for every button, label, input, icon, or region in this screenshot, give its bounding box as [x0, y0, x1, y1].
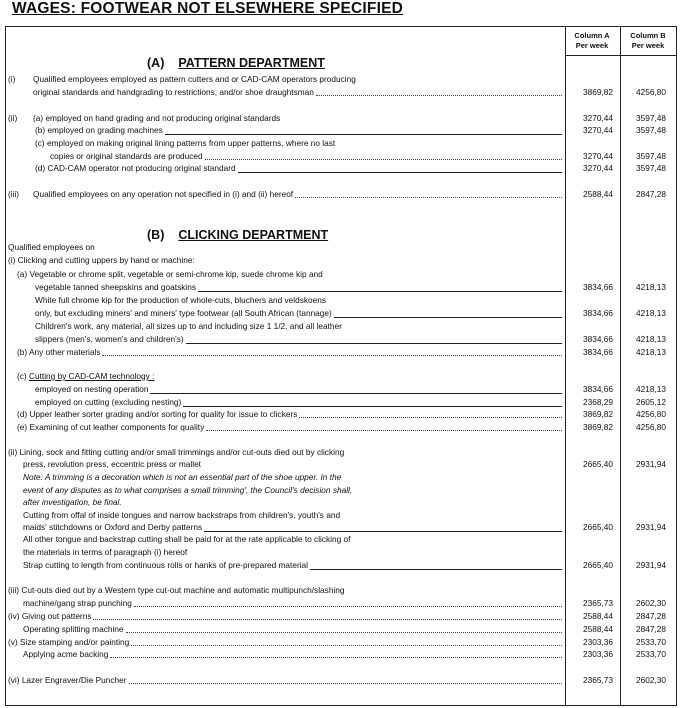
row-description: copies or original standards are produced	[50, 151, 203, 161]
table-row	[0, 396, 682, 408]
table-row	[0, 446, 682, 458]
table-row	[0, 370, 682, 382]
row-leader	[238, 162, 562, 173]
row-description: Operating splitting machine	[23, 624, 124, 634]
row-description: (d) CAD-CAM operator not producing original standard	[35, 163, 236, 173]
row-description: (c) employed on making original lining patterns from upper patterns, where no last	[35, 138, 336, 148]
column-a-header-line2: Per week	[575, 41, 609, 50]
section-b-heading	[147, 228, 328, 242]
table-row	[0, 307, 682, 319]
table-row	[0, 559, 682, 571]
column-a-value: 3834,66	[583, 282, 613, 292]
table-row	[0, 73, 682, 85]
row-description: (d) Upper leather sorter grading and/or sorting for quality for issue to clickers	[17, 409, 298, 419]
table-row	[0, 648, 682, 660]
row-leader	[299, 408, 562, 418]
row-leader	[131, 636, 562, 646]
row-leader	[310, 559, 562, 570]
row-description: event of any disputes as to what comprises a small trimming', the Council's decision shall,	[23, 485, 353, 495]
section-a-label: (A)	[147, 56, 165, 70]
row-description: Qualified employees employed as pattern cutters and or CAD-CAM operators producing	[33, 74, 356, 84]
column-b-value: 3597,48	[636, 151, 666, 161]
column-b-header	[623, 31, 673, 51]
row-leader	[126, 623, 562, 633]
column-a-value: 2368,29	[583, 397, 613, 407]
column-b-value: 2533,70	[636, 637, 666, 647]
column-b-value: 2602,30	[636, 598, 666, 608]
row-description: (e) Examining of cut leather components for quality	[17, 422, 205, 432]
row-description: Strap cutting to length from continuous rolls or hanks of pre-prepared material	[23, 560, 309, 570]
table-row	[0, 320, 682, 332]
row-leader	[334, 307, 562, 318]
row-leader	[93, 610, 562, 620]
section-b-name: CLICKING DEPARTMENT	[178, 228, 329, 242]
column-a-value: 3270,44	[583, 113, 613, 123]
table-row	[0, 533, 682, 545]
column-b-value: 3597,48	[636, 113, 666, 123]
row-description: (i) Clicking and cutting uppers by hand or machine:	[8, 255, 195, 265]
column-a-value: 2365,73	[583, 675, 613, 685]
header-rule	[565, 55, 677, 56]
column-a-value: 2665,40	[583, 560, 613, 570]
column-b-value: 4218,13	[636, 347, 666, 357]
table-row	[0, 674, 682, 686]
column-a-value: 3270,44	[583, 163, 613, 173]
column-b-header-line1: Column B	[630, 31, 666, 40]
row-description: slippers (men's, women's and children's)	[35, 334, 184, 344]
table-row	[0, 281, 682, 293]
row-description: (b) employed on grading machines	[35, 125, 163, 135]
column-a-header	[567, 31, 617, 51]
table-row	[0, 421, 682, 433]
row-description: employed on nesting operation	[35, 384, 149, 394]
column-b-value: 2931,94	[636, 459, 666, 469]
column-b-value: 4256,80	[636, 409, 666, 419]
row-leader	[204, 521, 562, 532]
table-row	[0, 408, 682, 420]
table-row	[0, 509, 682, 521]
row-description: (iii) Cut-outs died out by a Western type cut-out machine and automatic multipunch/slashing	[8, 585, 345, 595]
table-row	[0, 124, 682, 136]
table-row	[0, 471, 682, 483]
row-leader	[198, 281, 562, 292]
table-row	[0, 162, 682, 174]
column-b-value: 4256,80	[636, 422, 666, 432]
section-a-heading	[147, 56, 325, 70]
column-a-header-line1: Column A	[574, 31, 610, 40]
column-a-value: 2365,73	[583, 598, 613, 608]
table-row	[0, 521, 682, 533]
table-row	[0, 597, 682, 609]
column-b-value: 4256,80	[636, 87, 666, 97]
row-description: maids' stitchdowns or Oxford and Derby patterns	[23, 522, 203, 532]
row-description: only, but excluding miners' and miners' type footwear (all South African (tannage)	[35, 308, 332, 318]
row-description: machine/gang strap punching	[23, 598, 132, 608]
row-marker: (i)	[8, 74, 16, 84]
column-a-value: 2588,44	[583, 624, 613, 634]
column-b-value: 2847,28	[636, 189, 666, 199]
section-a-name: PATTERN DEPARTMENT	[178, 56, 325, 70]
column-a-value: 3869,82	[583, 422, 613, 432]
column-a-value: 3869,82	[583, 409, 613, 419]
column-a-value: 3270,44	[583, 151, 613, 161]
row-description: (a) Vegetable or chrome split, vegetable or semi-chrome kip, suede chrome kip and	[17, 269, 323, 279]
column-b-value: 3597,48	[636, 163, 666, 173]
row-description: Applying acme backing	[23, 649, 109, 659]
column-b-value: 2847,28	[636, 611, 666, 621]
column-a-value: 2303,36	[583, 649, 613, 659]
row-description: Cutting from offal of inside tongues and narrow backstraps from children's, youth's and	[23, 510, 341, 520]
row-description: after investigation, be final.	[23, 497, 122, 507]
table-row	[0, 636, 682, 648]
row-marker: (ii)	[8, 113, 18, 123]
column-b-value: 4218,13	[636, 282, 666, 292]
column-a-value: 3869,82	[583, 87, 613, 97]
table-row	[0, 484, 682, 496]
row-description: press, revolution press, eccentric press or mallet	[23, 459, 201, 469]
row-description: Qualified employees on	[8, 242, 95, 252]
table-row	[0, 584, 682, 596]
table-row	[0, 268, 682, 280]
row-leader	[165, 124, 562, 135]
row-description: Qualified employees on any operation not specified in (i) and (ii) hereof	[33, 189, 294, 199]
row-leader	[183, 396, 562, 407]
column-b-value: 3597,48	[636, 125, 666, 135]
row-description: employed on cutting (excluding nesting)	[35, 397, 182, 407]
row-leader	[102, 346, 562, 356]
table-row	[0, 458, 682, 470]
row-leader	[316, 86, 562, 96]
column-a-value: 2665,40	[583, 522, 613, 532]
table-row	[0, 333, 682, 345]
row-leader	[205, 150, 562, 160]
row-description: (b) Any other materials	[17, 347, 101, 357]
table-row	[0, 496, 682, 508]
row-leader	[150, 383, 562, 394]
table-row	[0, 241, 682, 253]
row-description: the materials in terms of paragraph (i) hereof	[23, 547, 188, 557]
row-description: vegetable tanned sheepskins and goatskins	[35, 282, 196, 292]
table-row	[0, 150, 682, 162]
column-a-value: 2588,44	[583, 611, 613, 621]
table-row	[0, 294, 682, 306]
row-description: White full chrome kip for the production of whole-cuts, bluchers and veldskoens	[35, 295, 326, 305]
row-description: Children's work, any material, all sizes up to and including size 1 1/2, and all leather	[35, 321, 342, 331]
table-row	[0, 137, 682, 149]
row-description: original standards and handgrading to restrictions, and/or shoe draughtsman	[33, 87, 314, 97]
row-leader	[110, 648, 562, 658]
row-description: (c) Cutting by CAD-CAM technology :	[17, 371, 155, 381]
row-description: (a) employed on hand grading and not producing original standards	[33, 113, 281, 123]
column-a-value: 2588,44	[583, 189, 613, 199]
column-b-value: 2605,12	[636, 397, 666, 407]
column-a-value: 2303,36	[583, 637, 613, 647]
table-row	[0, 383, 682, 395]
column-b-value: 4218,13	[636, 334, 666, 344]
table-row	[0, 346, 682, 358]
column-b-value: 4218,13	[636, 308, 666, 318]
row-leader	[134, 597, 562, 607]
column-a-value: 3834,66	[583, 347, 613, 357]
column-b-value: 2931,94	[636, 560, 666, 570]
row-leader	[206, 421, 562, 431]
table-row	[0, 610, 682, 622]
column-b-value: 2533,70	[636, 649, 666, 659]
table-row	[0, 254, 682, 266]
row-description: (iv) Giving out patterns	[8, 611, 92, 621]
column-b-value: 2847,28	[636, 624, 666, 634]
column-a-value: 3834,66	[583, 334, 613, 344]
table-row	[0, 188, 682, 200]
row-leader	[186, 333, 562, 344]
column-b-value: 4218,13	[636, 384, 666, 394]
row-description: (v) Size stamping and/or painting	[8, 637, 130, 647]
section-b-label: (B)	[147, 228, 165, 242]
column-b-value: 2602,30	[636, 675, 666, 685]
column-a-value: 3834,66	[583, 384, 613, 394]
row-description: Note: A trimming is a decoration which is not an essential part of the shoe upper. In the	[23, 472, 342, 482]
row-leader	[129, 674, 562, 684]
table-row	[0, 112, 682, 124]
table-row	[0, 546, 682, 558]
row-description: (vi) Lazer Engraver/Die Puncher	[8, 675, 127, 685]
table-row	[0, 623, 682, 635]
column-b-header-line2: Per week	[631, 41, 665, 50]
table-row	[0, 86, 682, 98]
row-marker: (iii)	[8, 189, 20, 199]
column-a-value: 3270,44	[583, 125, 613, 135]
row-leader	[295, 188, 562, 198]
row-description: (ii) Lining, sock and fitting cutting and/or small trimmings and/or cut-outs died out by clicking	[8, 447, 345, 457]
column-a-value: 2665,40	[583, 459, 613, 469]
column-a-value: 3834,66	[583, 308, 613, 318]
row-description: All other tongue and backstrap cutting shall be paid for at the rate applicable to clicking of	[23, 534, 351, 544]
page-title: WAGES: FOOTWEAR NOT ELSEWHERE SPECIFIED	[12, 0, 404, 17]
column-b-value: 2931,94	[636, 522, 666, 532]
